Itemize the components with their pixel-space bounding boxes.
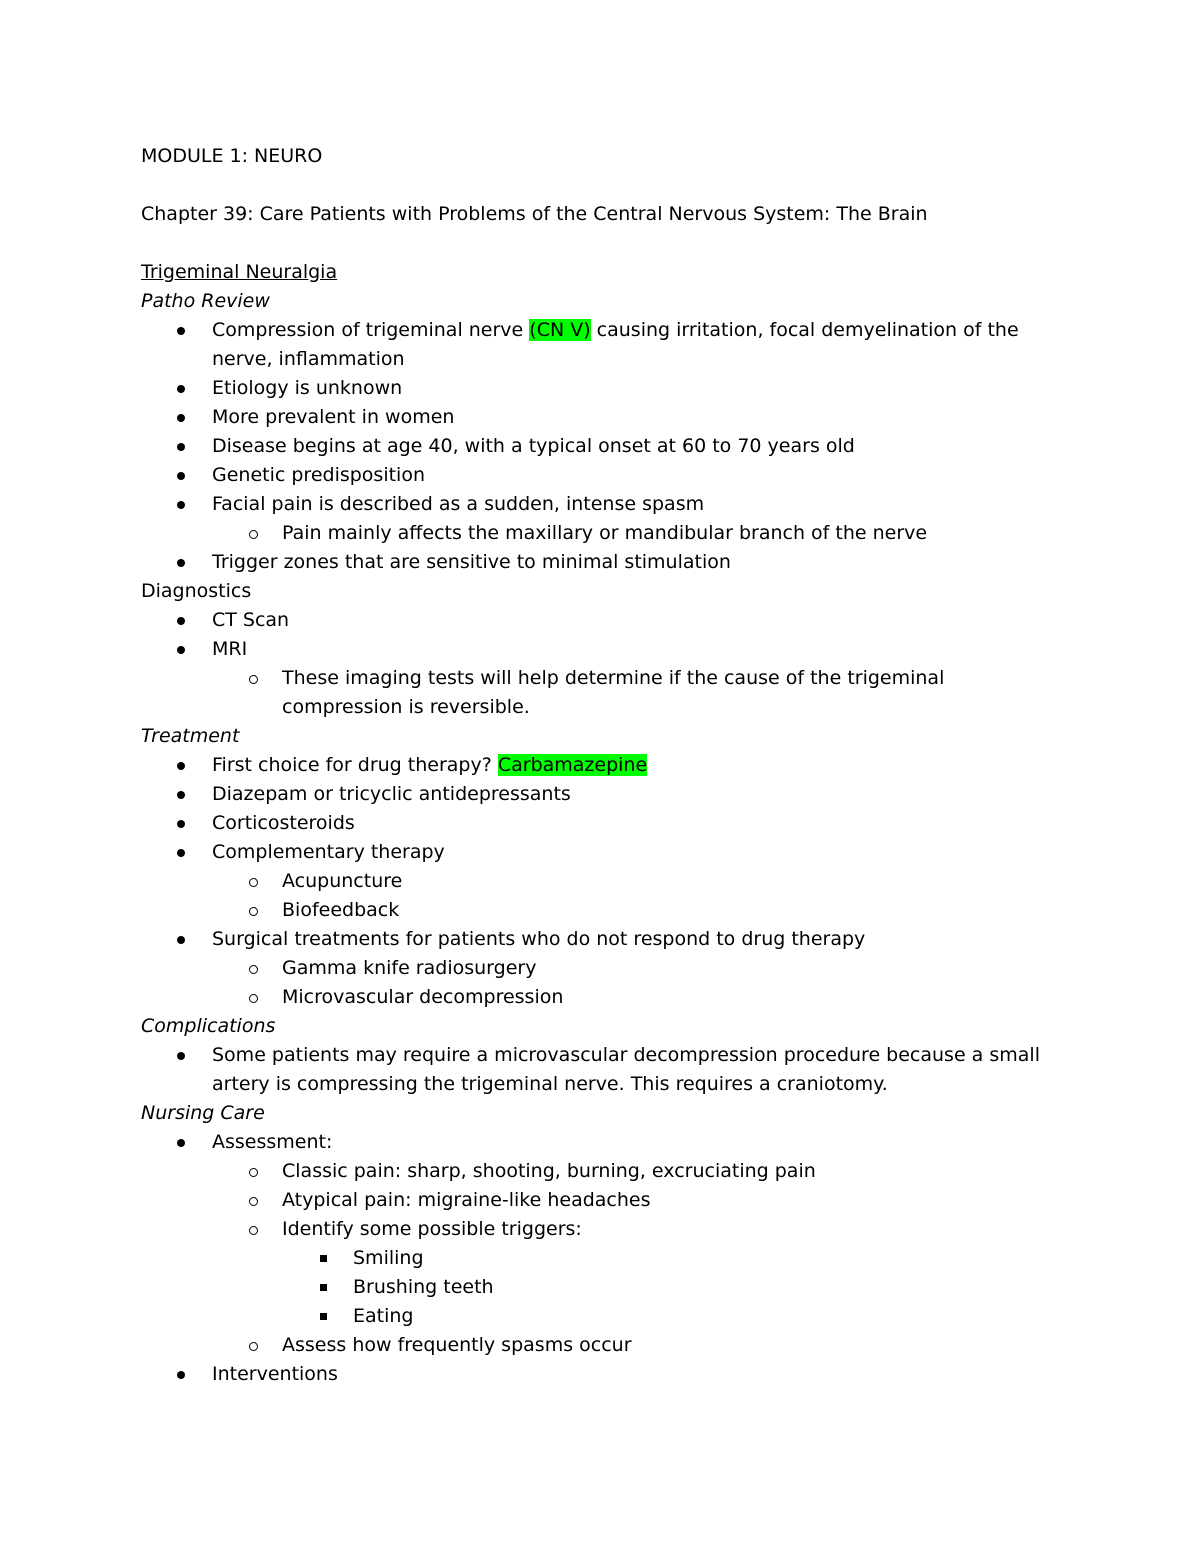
list-item: MRI — [141, 635, 1051, 664]
sub-list-item: Identify some possible triggers: — [141, 1215, 1051, 1244]
list-item: CT Scan — [141, 606, 1051, 635]
list-item: More prevalent in women — [141, 403, 1051, 432]
list-item: Trigger zones that are sensitive to minimal stimulation — [141, 548, 1051, 577]
list-item-continuation: nerve, inflammation — [212, 348, 405, 370]
circle-bullet-icon — [249, 1197, 258, 1206]
sub-sub-list-item: Smiling — [141, 1244, 1051, 1273]
sub-sub-list-item: Eating — [141, 1302, 1051, 1331]
bullet-icon — [177, 791, 185, 799]
circle-bullet-icon — [249, 530, 258, 539]
list-item: Interventions — [141, 1360, 1051, 1389]
sub-list-item: Assess how frequently spasms occur — [141, 1331, 1051, 1360]
sub-list-item: Classic pain: sharp, shooting, burning, excruciating pain — [141, 1157, 1051, 1186]
bullet-icon — [177, 849, 185, 857]
list-item: Corticosteroids — [141, 809, 1051, 838]
bullet-icon — [177, 762, 185, 770]
sub-sub-list-item: Brushing teeth — [141, 1273, 1051, 1302]
complications-heading: Complications — [141, 1015, 276, 1037]
list-item: Compression of trigeminal nerve (CN V) causing irritation, focal demyelination of the — [141, 316, 1051, 345]
treatment-heading: Treatment — [141, 725, 240, 747]
circle-bullet-icon — [249, 878, 258, 887]
sub-list-item: Pain mainly affects the maxillary or mandibular branch of the nerve — [141, 519, 1051, 548]
nursing-heading: Nursing Care — [141, 1102, 265, 1124]
sub-list-item: Microvascular decompression — [141, 983, 1051, 1012]
bullet-icon — [177, 1052, 185, 1060]
document-page — [141, 142, 1051, 1389]
topic-heading: Trigeminal Neuralgia — [141, 261, 338, 283]
sub-list-item: Acupuncture — [141, 867, 1051, 896]
list-item: Some patients may require a microvascular decompression procedure because a small — [141, 1041, 1051, 1070]
bullet-icon — [177, 472, 185, 480]
sub-list-item-continuation: compression is reversible. — [282, 696, 530, 718]
list-item: Diazepam or tricyclic antidepressants — [141, 780, 1051, 809]
list-item: Disease begins at age 40, with a typical onset at 60 to 70 years old — [141, 432, 1051, 461]
highlight: (CN V) — [529, 319, 591, 341]
square-bullet-icon — [320, 1284, 327, 1291]
bullet-icon — [177, 617, 185, 625]
sub-list-item: Atypical pain: migraine-like headaches — [141, 1186, 1051, 1215]
circle-bullet-icon — [249, 907, 258, 916]
square-bullet-icon — [320, 1255, 327, 1262]
list-item: Facial pain is described as a sudden, intense spasm — [141, 490, 1051, 519]
bullet-icon — [177, 414, 185, 422]
circle-bullet-icon — [249, 994, 258, 1003]
chapter-title: Chapter 39: Care Patients with Problems of the Central Nervous System: The Brain — [141, 203, 928, 225]
sub-list-item: These imaging tests will help determine if the cause of the trigeminal — [141, 664, 1051, 693]
bullet-icon — [177, 385, 185, 393]
list-item: Assessment: — [141, 1128, 1051, 1157]
list-item: Complementary therapy — [141, 838, 1051, 867]
list-item: Surgical treatments for patients who do not respond to drug therapy — [141, 925, 1051, 954]
diagnostics-heading: Diagnostics — [141, 580, 252, 602]
circle-bullet-icon — [249, 675, 258, 684]
sub-list-item: Gamma knife radiosurgery — [141, 954, 1051, 983]
module-title: MODULE 1: NEURO — [141, 145, 323, 167]
circle-bullet-icon — [249, 965, 258, 974]
list-item: First choice for drug therapy? Carbamazepine — [141, 751, 1051, 780]
list-item-continuation: artery is compressing the trigeminal nerve. This requires a craniotomy. — [212, 1073, 888, 1095]
highlight: Carbamazepine — [497, 754, 648, 776]
bullet-icon — [177, 443, 185, 451]
bullet-icon — [177, 559, 185, 567]
bullet-icon — [177, 820, 185, 828]
sub-list-item: Biofeedback — [141, 896, 1051, 925]
bullet-icon — [177, 1139, 185, 1147]
list-item: Genetic predisposition — [141, 461, 1051, 490]
patho-heading: Patho Review — [141, 290, 270, 312]
bullet-icon — [177, 1371, 185, 1379]
circle-bullet-icon — [249, 1226, 258, 1235]
bullet-icon — [177, 327, 185, 335]
square-bullet-icon — [320, 1313, 327, 1320]
bullet-icon — [177, 646, 185, 654]
list-item: Etiology is unknown — [141, 374, 1051, 403]
bullet-icon — [177, 936, 185, 944]
circle-bullet-icon — [249, 1168, 258, 1177]
circle-bullet-icon — [249, 1342, 258, 1351]
bullet-icon — [177, 501, 185, 509]
